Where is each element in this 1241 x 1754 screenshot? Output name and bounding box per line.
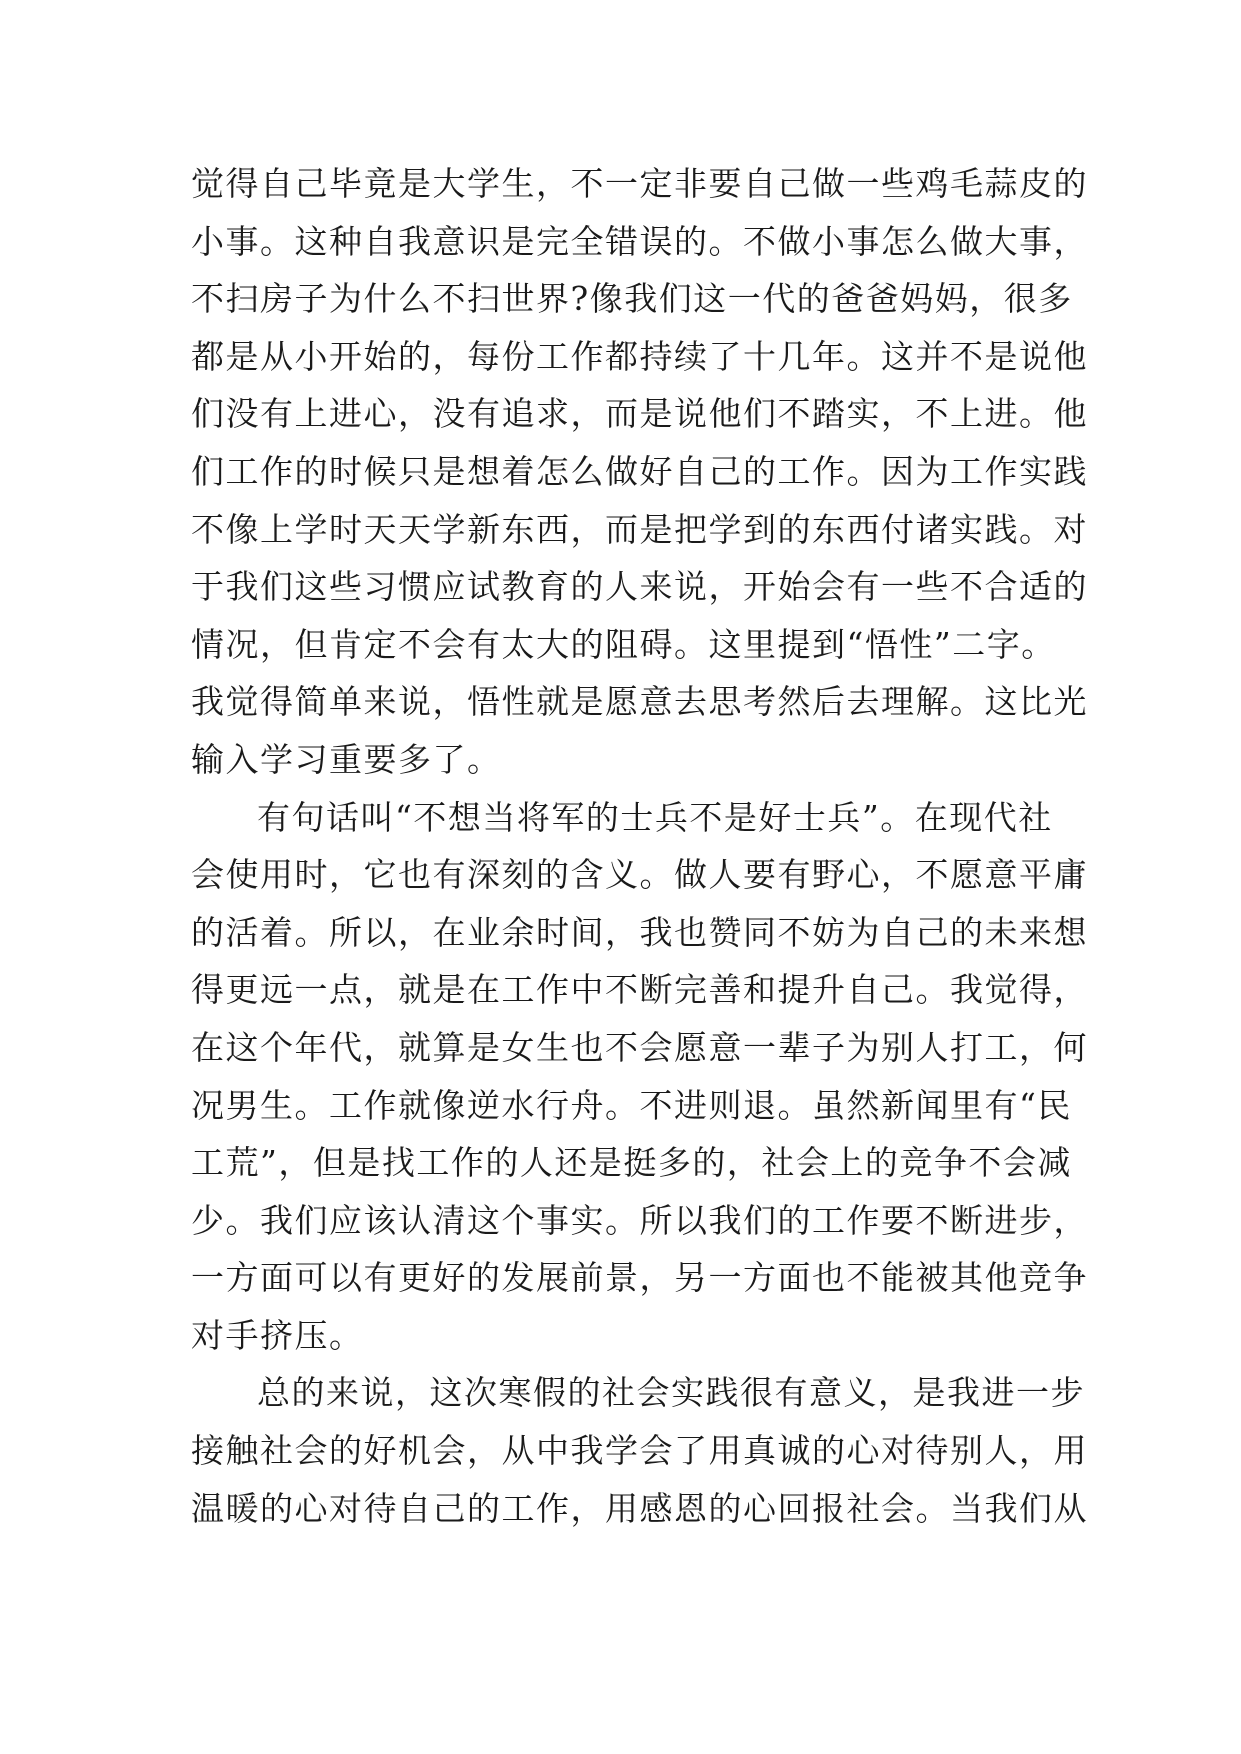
document-body <box>191 155 1088 1537</box>
paragraph-1-line: 我觉得简单来说，悟性就是愿意去思考然后去理解。这比光 <box>191 682 1088 722</box>
paragraph-1-line: 于我们这些习惯应试教育的人来说，开始会有一些不合适的 <box>191 567 1088 607</box>
paragraph-1-line: 小事。这种自我意识是完全错误的。不做小事怎么做大事， <box>191 221 1088 261</box>
paragraph-2-line: 得更远一点，就是在工作中不断完善和提升自己。我觉得， <box>191 970 1088 1010</box>
paragraph-1-line: 不像上学时天天学新东西，而是把学到的东西付诸实践。对 <box>191 509 1088 549</box>
paragraph-2-line: 在这个年代，就算是女生也不会愿意一辈子为别人打工，何 <box>191 1027 1088 1067</box>
paragraph-2-line: 少。我们应该认清这个事实。所以我们的工作要不断进步， <box>191 1200 1088 1240</box>
paragraph-2-line: 有句话叫“不想当将军的士兵不是好士兵”。在现代社 <box>257 797 1053 837</box>
paragraph-1-line: 们没有上进心，没有追求，而是说他们不踏实，不上进。他 <box>191 394 1088 434</box>
paragraph-1-line: 们工作的时候只是想着怎么做好自己的工作。因为工作实践 <box>191 451 1088 491</box>
paragraph-3-line: 总的来说，这次寒假的社会实践很有意义，是我进一步 <box>257 1373 1085 1413</box>
paragraph-1-line: 都是从小开始的，每份工作都持续了十几年。这并不是说他 <box>191 336 1088 376</box>
paragraph-3 <box>191 1364 1088 1537</box>
paragraph-2-line: 的活着。所以，在业余时间，我也赞同不妨为自己的未来想 <box>191 912 1088 952</box>
paragraph-1 <box>191 155 1088 789</box>
paragraph-1-line: 觉得自己毕竟是大学生，不一定非要自己做一些鸡毛蒜皮的 <box>191 164 1088 203</box>
paragraph-2-line: 一方面可以有更好的发展前景，另一方面也不能被其他竞争 <box>191 1258 1088 1298</box>
paragraph-2 <box>191 789 1088 1365</box>
paragraph-1-line: 输入学习重要多了。 <box>191 739 502 779</box>
paragraph-3-line: 温暖的心对待自己的工作，用感恩的心回报社会。当我们从 <box>191 1488 1088 1528</box>
paragraph-1-line: 不扫房子为什么不扫世界?像我们这一代的爸爸妈妈，很多 <box>191 279 1073 319</box>
paragraph-2-line: 对手挤压。 <box>191 1315 364 1355</box>
paragraph-2-line: 工荒”，但是找工作的人还是挺多的，社会上的竞争不会减 <box>191 1143 1072 1183</box>
paragraph-2-line: 况男生。工作就像逆水行舟。不进则退。虽然新闻里有“民 <box>191 1085 1072 1125</box>
paragraph-1-line: 情况，但肯定不会有太大的阻碍。这里提到“悟性”二字。 <box>191 624 1056 664</box>
paragraph-3-line: 接触社会的好机会，从中我学会了用真诚的心对待别人，用 <box>191 1431 1088 1471</box>
paragraph-2-line: 会使用时，它也有深刻的含义。做人要有野心，不愿意平庸 <box>191 855 1088 895</box>
